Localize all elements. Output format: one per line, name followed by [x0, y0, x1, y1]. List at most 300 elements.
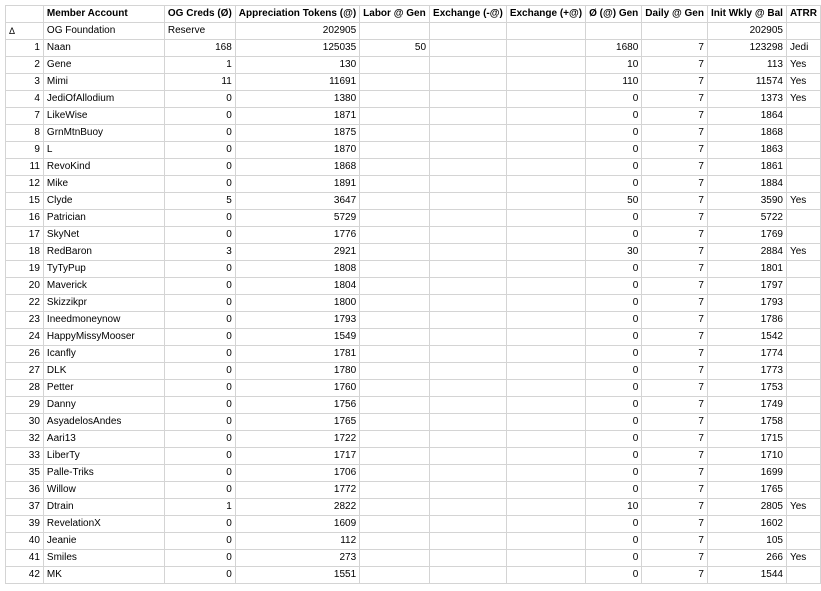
cell-og-gen[interactable]: 1680	[586, 40, 642, 57]
cell-exchange-plus[interactable]	[506, 363, 585, 380]
cell-init-wkly-bal[interactable]: 1542	[707, 329, 786, 346]
cell-member-account[interactable]: Gene	[43, 57, 164, 74]
cell-init-wkly-bal[interactable]: 1793	[707, 295, 786, 312]
cell-daily-gen[interactable]: 7	[642, 380, 708, 397]
cell-labor-gen[interactable]	[360, 516, 430, 533]
cell-og-gen[interactable]: 0	[586, 108, 642, 125]
cell-init-wkly-bal[interactable]: 1868	[707, 125, 786, 142]
header-cell-member-account[interactable]: Member Account	[43, 6, 164, 23]
cell-atrr[interactable]: Yes	[786, 91, 820, 108]
cell-labor-gen[interactable]	[360, 329, 430, 346]
cell-og-gen[interactable]: 0	[586, 465, 642, 482]
cell-atrr[interactable]	[786, 482, 820, 499]
cell-daily-gen[interactable]: 7	[642, 567, 708, 584]
cell-og-creds[interactable]: 0	[164, 312, 235, 329]
cell-og-gen[interactable]: 50	[586, 193, 642, 210]
cell-exchange-minus[interactable]	[430, 57, 507, 74]
cell-exchange-plus[interactable]	[506, 176, 585, 193]
cell-og-creds[interactable]: 0	[164, 159, 235, 176]
cell-labor-gen[interactable]	[360, 142, 430, 159]
cell-exchange-plus[interactable]	[506, 40, 585, 57]
cell-exchange-minus[interactable]	[430, 482, 507, 499]
cell-daily-gen[interactable]: 7	[642, 312, 708, 329]
cell-appreciation-tokens[interactable]: 1776	[235, 227, 359, 244]
cell-og-gen[interactable]: 0	[586, 210, 642, 227]
cell-daily-gen[interactable]: 7	[642, 227, 708, 244]
cell-member-account[interactable]: Smiles	[43, 550, 164, 567]
cell-member-account[interactable]: LiberTy	[43, 448, 164, 465]
cell-row-number[interactable]: 36	[6, 482, 44, 499]
cell-labor-gen[interactable]	[360, 431, 430, 448]
cell-og-creds[interactable]: 0	[164, 465, 235, 482]
cell-atrr[interactable]: Yes	[786, 550, 820, 567]
cell-row-number[interactable]: 27	[6, 363, 44, 380]
cell-exchange-minus[interactable]	[430, 499, 507, 516]
cell-init-wkly-bal[interactable]: 1699	[707, 465, 786, 482]
cell-appreciation-tokens[interactable]: 130	[235, 57, 359, 74]
cell-labor-gen[interactable]	[360, 550, 430, 567]
cell-og-gen[interactable]: 0	[586, 482, 642, 499]
cell-og-gen[interactable]: 110	[586, 74, 642, 91]
cell-exchange-plus[interactable]	[506, 448, 585, 465]
cell-member-account[interactable]: Clyde	[43, 193, 164, 210]
cell-appreciation-tokens[interactable]: 1760	[235, 380, 359, 397]
cell-row-number[interactable]: 28	[6, 380, 44, 397]
cell-og-creds[interactable]: 0	[164, 516, 235, 533]
header-cell-row-number[interactable]	[6, 6, 44, 23]
cell-og-creds[interactable]: 0	[164, 142, 235, 159]
cell-og-creds[interactable]: 0	[164, 380, 235, 397]
cell-atrr[interactable]	[786, 329, 820, 346]
cell-init-wkly-bal[interactable]: 1786	[707, 312, 786, 329]
cell-og-creds[interactable]: 0	[164, 346, 235, 363]
cell-init-wkly-bal[interactable]: 266	[707, 550, 786, 567]
cell-appreciation-tokens[interactable]: 1800	[235, 295, 359, 312]
cell-daily-gen[interactable]: 7	[642, 244, 708, 261]
cell-exchange-minus[interactable]	[430, 159, 507, 176]
cell-labor-gen[interactable]	[360, 91, 430, 108]
cell-og-gen[interactable]	[586, 23, 642, 40]
cell-member-account[interactable]: Patrician	[43, 210, 164, 227]
cell-member-account[interactable]: Petter	[43, 380, 164, 397]
cell-og-creds[interactable]: 1	[164, 57, 235, 74]
cell-appreciation-tokens[interactable]: 1717	[235, 448, 359, 465]
cell-atrr[interactable]	[786, 516, 820, 533]
cell-exchange-plus[interactable]	[506, 227, 585, 244]
cell-og-creds[interactable]: 0	[164, 533, 235, 550]
cell-exchange-plus[interactable]	[506, 244, 585, 261]
cell-init-wkly-bal[interactable]: 1602	[707, 516, 786, 533]
cell-appreciation-tokens[interactable]: 273	[235, 550, 359, 567]
cell-row-number[interactable]: 11	[6, 159, 44, 176]
cell-exchange-minus[interactable]	[430, 108, 507, 125]
cell-labor-gen[interactable]	[360, 346, 430, 363]
cell-member-account[interactable]: OG Foundation	[43, 23, 164, 40]
cell-og-creds[interactable]: 11	[164, 74, 235, 91]
cell-appreciation-tokens[interactable]: 1772	[235, 482, 359, 499]
cell-init-wkly-bal[interactable]: 1769	[707, 227, 786, 244]
cell-daily-gen[interactable]: 7	[642, 261, 708, 278]
cell-og-gen[interactable]: 0	[586, 346, 642, 363]
cell-row-number[interactable]: 39	[6, 516, 44, 533]
header-cell-exchange-plus[interactable]: Exchange (+@)	[506, 6, 585, 23]
header-cell-og-gen[interactable]: Ø (@) Gen	[586, 6, 642, 23]
cell-og-gen[interactable]: 30	[586, 244, 642, 261]
cell-appreciation-tokens[interactable]: 1780	[235, 363, 359, 380]
cell-appreciation-tokens[interactable]: 1706	[235, 465, 359, 482]
cell-init-wkly-bal[interactable]: 11574	[707, 74, 786, 91]
cell-labor-gen[interactable]	[360, 567, 430, 584]
cell-daily-gen[interactable]: 7	[642, 533, 708, 550]
cell-appreciation-tokens[interactable]: 11691	[235, 74, 359, 91]
cell-row-number[interactable]: 18	[6, 244, 44, 261]
cell-og-creds[interactable]: 0	[164, 210, 235, 227]
cell-og-gen[interactable]: 0	[586, 567, 642, 584]
cell-og-creds[interactable]: 0	[164, 397, 235, 414]
cell-daily-gen[interactable]: 7	[642, 278, 708, 295]
cell-labor-gen[interactable]	[360, 176, 430, 193]
cell-og-creds[interactable]: 0	[164, 431, 235, 448]
cell-og-creds[interactable]: 5	[164, 193, 235, 210]
cell-exchange-plus[interactable]	[506, 108, 585, 125]
cell-exchange-plus[interactable]	[506, 57, 585, 74]
cell-appreciation-tokens[interactable]: 1891	[235, 176, 359, 193]
cell-atrr[interactable]	[786, 227, 820, 244]
cell-init-wkly-bal[interactable]: 1864	[707, 108, 786, 125]
cell-atrr[interactable]	[786, 295, 820, 312]
cell-og-gen[interactable]: 0	[586, 176, 642, 193]
cell-init-wkly-bal[interactable]: 113	[707, 57, 786, 74]
cell-atrr[interactable]	[786, 261, 820, 278]
cell-daily-gen[interactable]: 7	[642, 397, 708, 414]
cell-og-gen[interactable]: 0	[586, 278, 642, 295]
cell-init-wkly-bal[interactable]: 1774	[707, 346, 786, 363]
cell-row-number[interactable]: 24	[6, 329, 44, 346]
cell-member-account[interactable]: Danny	[43, 397, 164, 414]
cell-daily-gen[interactable]: 7	[642, 550, 708, 567]
cell-member-account[interactable]: RevoKind	[43, 159, 164, 176]
cell-member-account[interactable]: MK	[43, 567, 164, 584]
cell-init-wkly-bal[interactable]: 1863	[707, 142, 786, 159]
cell-member-account[interactable]: TyTyPup	[43, 261, 164, 278]
cell-exchange-plus[interactable]	[506, 329, 585, 346]
cell-row-number[interactable]: 7	[6, 108, 44, 125]
cell-exchange-plus[interactable]	[506, 516, 585, 533]
cell-row-number[interactable]: 3	[6, 74, 44, 91]
cell-appreciation-tokens[interactable]: 1793	[235, 312, 359, 329]
cell-exchange-plus[interactable]	[506, 499, 585, 516]
cell-daily-gen[interactable]: 7	[642, 57, 708, 74]
cell-atrr[interactable]	[786, 125, 820, 142]
cell-labor-gen[interactable]	[360, 23, 430, 40]
cell-og-creds[interactable]: 0	[164, 227, 235, 244]
cell-atrr[interactable]: Yes	[786, 499, 820, 516]
cell-init-wkly-bal[interactable]: 1773	[707, 363, 786, 380]
cell-exchange-plus[interactable]	[506, 193, 585, 210]
cell-daily-gen[interactable]: 7	[642, 448, 708, 465]
cell-row-number[interactable]: 40	[6, 533, 44, 550]
cell-exchange-minus[interactable]	[430, 465, 507, 482]
cell-atrr[interactable]: Yes	[786, 57, 820, 74]
cell-labor-gen[interactable]	[360, 193, 430, 210]
cell-appreciation-tokens[interactable]: 5729	[235, 210, 359, 227]
cell-og-gen[interactable]: 0	[586, 91, 642, 108]
cell-exchange-minus[interactable]	[430, 380, 507, 397]
cell-og-gen[interactable]: 0	[586, 312, 642, 329]
cell-exchange-minus[interactable]	[430, 329, 507, 346]
cell-og-gen[interactable]: 0	[586, 431, 642, 448]
cell-exchange-minus[interactable]	[430, 312, 507, 329]
cell-labor-gen[interactable]	[360, 448, 430, 465]
cell-labor-gen[interactable]	[360, 397, 430, 414]
cell-atrr[interactable]: Yes	[786, 244, 820, 261]
cell-atrr[interactable]	[786, 431, 820, 448]
cell-exchange-minus[interactable]	[430, 567, 507, 584]
cell-row-number[interactable]: 12	[6, 176, 44, 193]
cell-appreciation-tokens[interactable]: 2921	[235, 244, 359, 261]
cell-exchange-minus[interactable]	[430, 448, 507, 465]
cell-appreciation-tokens[interactable]: 1756	[235, 397, 359, 414]
cell-member-account[interactable]: Dtrain	[43, 499, 164, 516]
cell-appreciation-tokens[interactable]: 1781	[235, 346, 359, 363]
cell-member-account[interactable]: RevelationX	[43, 516, 164, 533]
cell-exchange-minus[interactable]	[430, 40, 507, 57]
cell-labor-gen[interactable]	[360, 363, 430, 380]
cell-daily-gen[interactable]: 7	[642, 346, 708, 363]
cell-daily-gen[interactable]: 7	[642, 91, 708, 108]
cell-daily-gen[interactable]: 7	[642, 108, 708, 125]
cell-atrr[interactable]	[786, 397, 820, 414]
cell-og-creds[interactable]: 0	[164, 176, 235, 193]
cell-exchange-minus[interactable]	[430, 176, 507, 193]
cell-og-gen[interactable]: 0	[586, 380, 642, 397]
cell-og-gen[interactable]: 10	[586, 499, 642, 516]
cell-exchange-minus[interactable]	[430, 210, 507, 227]
cell-appreciation-tokens[interactable]: 1870	[235, 142, 359, 159]
cell-labor-gen[interactable]	[360, 499, 430, 516]
cell-row-number[interactable]: 1	[6, 40, 44, 57]
cell-daily-gen[interactable]: 7	[642, 363, 708, 380]
cell-member-account[interactable]: HappyMissyMooser	[43, 329, 164, 346]
cell-og-gen[interactable]: 0	[586, 227, 642, 244]
cell-daily-gen[interactable]: 7	[642, 482, 708, 499]
cell-og-gen[interactable]: 0	[586, 159, 642, 176]
cell-og-creds[interactable]: 0	[164, 550, 235, 567]
cell-init-wkly-bal[interactable]: 1758	[707, 414, 786, 431]
cell-init-wkly-bal[interactable]: 1544	[707, 567, 786, 584]
cell-appreciation-tokens[interactable]: 1765	[235, 414, 359, 431]
cell-appreciation-tokens[interactable]: 2822	[235, 499, 359, 516]
cell-exchange-plus[interactable]	[506, 210, 585, 227]
header-cell-appreciation-tokens[interactable]: Appreciation Tokens (@)	[235, 6, 359, 23]
cell-og-gen[interactable]: 0	[586, 550, 642, 567]
cell-member-account[interactable]: Icanfly	[43, 346, 164, 363]
cell-og-creds[interactable]: 0	[164, 295, 235, 312]
cell-exchange-minus[interactable]	[430, 414, 507, 431]
cell-appreciation-tokens[interactable]: 202905	[235, 23, 359, 40]
cell-atrr[interactable]: Yes	[786, 193, 820, 210]
cell-exchange-plus[interactable]	[506, 125, 585, 142]
cell-row-number[interactable]: 20	[6, 278, 44, 295]
cell-og-gen[interactable]: 0	[586, 363, 642, 380]
cell-og-gen[interactable]: 0	[586, 397, 642, 414]
cell-daily-gen[interactable]: 7	[642, 465, 708, 482]
cell-atrr[interactable]	[786, 448, 820, 465]
cell-labor-gen[interactable]: 50	[360, 40, 430, 57]
cell-init-wkly-bal[interactable]: 5722	[707, 210, 786, 227]
cell-appreciation-tokens[interactable]: 1868	[235, 159, 359, 176]
cell-appreciation-tokens[interactable]: 3647	[235, 193, 359, 210]
cell-og-creds[interactable]: 0	[164, 261, 235, 278]
cell-appreciation-tokens[interactable]: 1808	[235, 261, 359, 278]
cell-init-wkly-bal[interactable]: 123298	[707, 40, 786, 57]
cell-exchange-minus[interactable]	[430, 533, 507, 550]
cell-exchange-minus[interactable]	[430, 261, 507, 278]
cell-atrr[interactable]	[786, 567, 820, 584]
cell-row-number[interactable]: Δ	[6, 23, 44, 40]
cell-member-account[interactable]: AsyadelosAndes	[43, 414, 164, 431]
cell-labor-gen[interactable]	[360, 244, 430, 261]
cell-og-creds[interactable]: 0	[164, 482, 235, 499]
cell-row-number[interactable]: 29	[6, 397, 44, 414]
cell-row-number[interactable]: 33	[6, 448, 44, 465]
cell-labor-gen[interactable]	[360, 312, 430, 329]
cell-exchange-plus[interactable]	[506, 74, 585, 91]
cell-row-number[interactable]: 4	[6, 91, 44, 108]
cell-appreciation-tokens[interactable]: 125035	[235, 40, 359, 57]
cell-exchange-minus[interactable]	[430, 295, 507, 312]
cell-atrr[interactable]	[786, 533, 820, 550]
cell-exchange-plus[interactable]	[506, 380, 585, 397]
cell-daily-gen[interactable]: 7	[642, 142, 708, 159]
cell-exchange-minus[interactable]	[430, 431, 507, 448]
cell-labor-gen[interactable]	[360, 227, 430, 244]
cell-row-number[interactable]: 15	[6, 193, 44, 210]
cell-member-account[interactable]: RedBaron	[43, 244, 164, 261]
cell-row-number[interactable]: 19	[6, 261, 44, 278]
cell-row-number[interactable]: 42	[6, 567, 44, 584]
cell-og-gen[interactable]: 10	[586, 57, 642, 74]
cell-og-creds[interactable]: 0	[164, 414, 235, 431]
cell-member-account[interactable]: SkyNet	[43, 227, 164, 244]
cell-exchange-minus[interactable]	[430, 23, 507, 40]
cell-labor-gen[interactable]	[360, 278, 430, 295]
cell-exchange-minus[interactable]	[430, 74, 507, 91]
cell-appreciation-tokens[interactable]: 1549	[235, 329, 359, 346]
cell-init-wkly-bal[interactable]: 2884	[707, 244, 786, 261]
cell-og-creds[interactable]: 0	[164, 108, 235, 125]
cell-appreciation-tokens[interactable]: 1875	[235, 125, 359, 142]
cell-exchange-minus[interactable]	[430, 91, 507, 108]
cell-atrr[interactable]	[786, 176, 820, 193]
cell-init-wkly-bal[interactable]: 1753	[707, 380, 786, 397]
cell-appreciation-tokens[interactable]: 1551	[235, 567, 359, 584]
cell-og-creds[interactable]: 0	[164, 125, 235, 142]
cell-og-creds[interactable]: 0	[164, 448, 235, 465]
header-cell-exchange-minus[interactable]: Exchange (-@)	[430, 6, 507, 23]
cell-exchange-plus[interactable]	[506, 159, 585, 176]
header-cell-og-creds[interactable]: OG Creds (Ø)	[164, 6, 235, 23]
cell-atrr[interactable]	[786, 465, 820, 482]
cell-atrr[interactable]	[786, 159, 820, 176]
cell-exchange-minus[interactable]	[430, 397, 507, 414]
cell-member-account[interactable]: JediOfAllodium	[43, 91, 164, 108]
cell-og-creds[interactable]: 0	[164, 91, 235, 108]
cell-daily-gen[interactable]: 7	[642, 210, 708, 227]
cell-exchange-plus[interactable]	[506, 261, 585, 278]
cell-og-gen[interactable]: 0	[586, 448, 642, 465]
cell-atrr[interactable]	[786, 380, 820, 397]
cell-row-number[interactable]: 22	[6, 295, 44, 312]
cell-exchange-plus[interactable]	[506, 295, 585, 312]
cell-member-account[interactable]: Palle-Triks	[43, 465, 164, 482]
cell-og-creds[interactable]: 0	[164, 329, 235, 346]
cell-row-number[interactable]: 32	[6, 431, 44, 448]
header-cell-init-wkly-bal[interactable]: Init Wkly @ Bal	[707, 6, 786, 23]
cell-labor-gen[interactable]	[360, 465, 430, 482]
cell-row-number[interactable]: 16	[6, 210, 44, 227]
cell-og-creds[interactable]: 0	[164, 567, 235, 584]
cell-init-wkly-bal[interactable]: 1710	[707, 448, 786, 465]
cell-exchange-minus[interactable]	[430, 193, 507, 210]
cell-row-number[interactable]: 9	[6, 142, 44, 159]
cell-row-number[interactable]: 37	[6, 499, 44, 516]
cell-exchange-plus[interactable]	[506, 431, 585, 448]
cell-member-account[interactable]: GrnMtnBuoy	[43, 125, 164, 142]
cell-daily-gen[interactable]: 7	[642, 176, 708, 193]
cell-exchange-minus[interactable]	[430, 550, 507, 567]
cell-member-account[interactable]: Jeanie	[43, 533, 164, 550]
cell-labor-gen[interactable]	[360, 295, 430, 312]
cell-daily-gen[interactable]: 7	[642, 193, 708, 210]
cell-appreciation-tokens[interactable]: 1722	[235, 431, 359, 448]
cell-member-account[interactable]: DLK	[43, 363, 164, 380]
cell-atrr[interactable]	[786, 414, 820, 431]
cell-atrr[interactable]	[786, 108, 820, 125]
cell-og-creds[interactable]: 0	[164, 363, 235, 380]
cell-appreciation-tokens[interactable]: 1380	[235, 91, 359, 108]
cell-daily-gen[interactable]: 7	[642, 40, 708, 57]
cell-member-account[interactable]: Naan	[43, 40, 164, 57]
cell-og-creds[interactable]: 3	[164, 244, 235, 261]
cell-member-account[interactable]: Mimi	[43, 74, 164, 91]
cell-atrr[interactable]	[786, 346, 820, 363]
cell-row-number[interactable]: 8	[6, 125, 44, 142]
cell-daily-gen[interactable]	[642, 23, 708, 40]
cell-init-wkly-bal[interactable]: 1765	[707, 482, 786, 499]
cell-og-creds[interactable]: 168	[164, 40, 235, 57]
cell-row-number[interactable]: 30	[6, 414, 44, 431]
cell-exchange-plus[interactable]	[506, 414, 585, 431]
cell-appreciation-tokens[interactable]: 1609	[235, 516, 359, 533]
cell-init-wkly-bal[interactable]: 1373	[707, 91, 786, 108]
cell-exchange-minus[interactable]	[430, 227, 507, 244]
cell-member-account[interactable]: Aari13	[43, 431, 164, 448]
header-cell-atrr[interactable]: ATRR	[786, 6, 820, 23]
cell-exchange-plus[interactable]	[506, 397, 585, 414]
cell-daily-gen[interactable]: 7	[642, 74, 708, 91]
cell-exchange-plus[interactable]	[506, 533, 585, 550]
cell-og-gen[interactable]: 0	[586, 295, 642, 312]
cell-atrr[interactable]	[786, 363, 820, 380]
cell-exchange-plus[interactable]	[506, 312, 585, 329]
cell-daily-gen[interactable]: 7	[642, 125, 708, 142]
cell-init-wkly-bal[interactable]: 2805	[707, 499, 786, 516]
cell-og-creds[interactable]: 1	[164, 499, 235, 516]
cell-member-account[interactable]: L	[43, 142, 164, 159]
cell-exchange-minus[interactable]	[430, 516, 507, 533]
cell-labor-gen[interactable]	[360, 57, 430, 74]
